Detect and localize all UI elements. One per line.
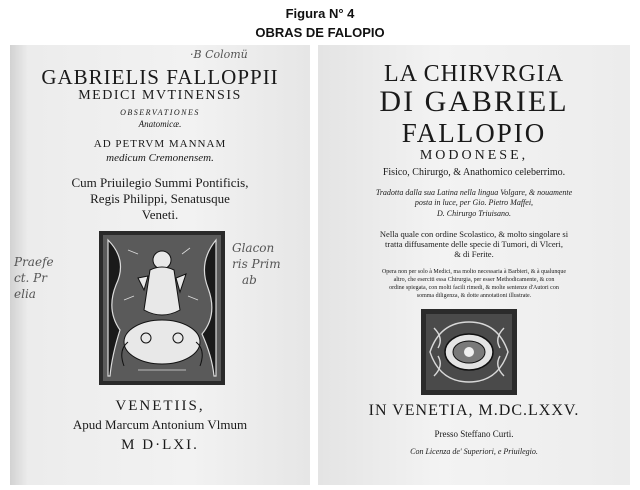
handwritten-note-right-2: ris Prim xyxy=(232,257,281,271)
right-blurb-2: altro, che eserciti essa Chirurgia, per esser Methodicamente, & con xyxy=(393,277,555,283)
handwritten-note-left-2: ct. Pr xyxy=(14,271,47,285)
left-title-work: OBSERVATIONES xyxy=(120,108,200,117)
right-blurb-1: Opera non per solo à Medici, ma molto necessaria à Barbieri, & à qualunque xyxy=(381,269,567,275)
right-imprint-license: Con Licenza de' Superiori, e Priuilegio. xyxy=(410,447,538,456)
right-blurb-4: somma diligenza, & dotte annotationi illustrate. xyxy=(416,293,532,299)
left-title-origin: MEDICI MVTINENSIS xyxy=(78,88,242,103)
handwritten-note-left-3: elia xyxy=(14,287,36,301)
handwritten-note-right-1: Glacon xyxy=(232,241,275,255)
right-title-line-1: LA CHIRVRGIA xyxy=(383,61,565,87)
left-imprint-printer: Apud Marcum Antonium Vlmum xyxy=(72,417,248,432)
printer-device-woodcut xyxy=(98,230,226,386)
printer-ornament xyxy=(420,308,518,396)
left-book-title-page xyxy=(10,45,310,485)
figure-title: OBRAS DE FALOPIO xyxy=(255,25,385,40)
right-contents-2: tratta diffusamente delle specie di Tumori, di Vlceri, xyxy=(385,239,563,249)
right-title-line-2: DI GABRIEL xyxy=(379,85,569,118)
right-blurb-3: ordine spiegata, con molti facili rimedi, & molte sentenze d'Autori con xyxy=(389,285,559,291)
left-imprint-year: M D·LXI. xyxy=(121,437,199,453)
left-privilege-3: Veneti. xyxy=(141,207,179,222)
right-book-title-page xyxy=(318,45,630,485)
left-imprint-place: VENETIIS, xyxy=(115,398,205,414)
right-imprint-printer: Presso Steffano Curti. xyxy=(434,429,514,439)
right-translation-2: posta in luce, per Gio. Pietro Maffei, xyxy=(414,198,534,207)
left-dedication: AD PETRVM MANNAM xyxy=(93,138,227,150)
left-privilege-1: Cum Priuilegio Summi Pontificis, xyxy=(71,175,249,190)
right-imprint-place-year: IN VENETIA, M.DC.LXXV. xyxy=(368,402,580,419)
left-privilege-2: Regis Philippi, Senatusque xyxy=(90,191,230,206)
right-contents-3: & di Ferite. xyxy=(454,249,494,259)
figure-caption: Figura N° 4 xyxy=(285,6,355,21)
handwritten-note-right-3: ab xyxy=(242,273,257,287)
right-contents-1: Nella quale con ordine Scolastico, & molto singolare si xyxy=(379,229,569,239)
right-translation-1: Tradotta dalla sua Latina nella lingua Volgare, & nouamente xyxy=(375,188,573,197)
left-title-subject: Anatomicæ. xyxy=(138,119,182,129)
right-title-origin: MODONESE, xyxy=(419,148,529,163)
handwritten-note-left-1: Praefe xyxy=(14,255,54,269)
right-title-line-3: FALLOPIO xyxy=(401,118,547,148)
handwritten-note-top: ·B Colomü xyxy=(190,48,248,61)
right-author-description: Fisico, Chirurgo, & Anathomico celeberrimo. xyxy=(382,167,566,178)
right-translation-3: D. Chirurgo Triuisano. xyxy=(437,209,511,218)
left-title-author: GABRIELIS FALLOPPII xyxy=(41,65,279,89)
left-dedication-role: medicum Cremonensem. xyxy=(106,152,214,164)
